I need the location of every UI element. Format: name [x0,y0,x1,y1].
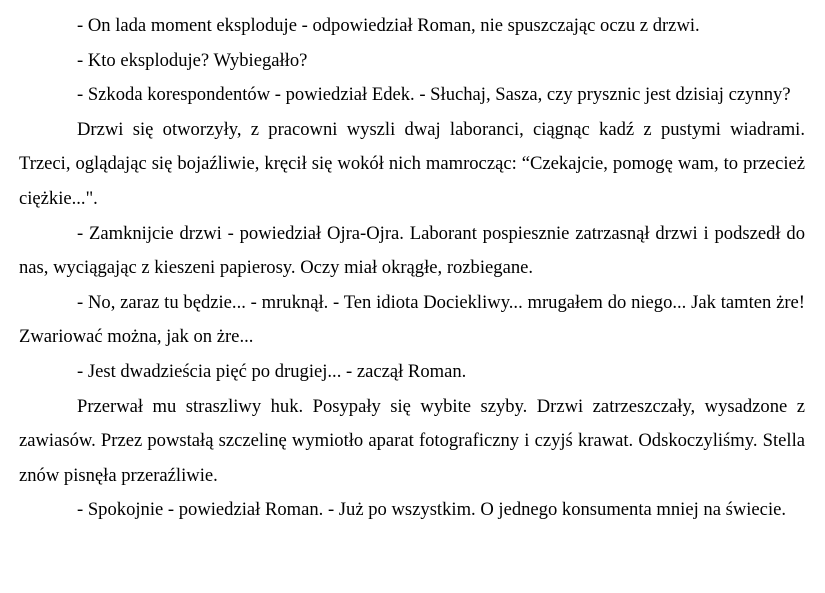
paragraph-4: Drzwi się otworzyły, z pracowni wyszli dwaj laboranci, ciągnąc kadź z pustymi wiadrami. Trzeci, oglądając się bojaźliwie, kręcił się wokół nich mamrocząc: “Czekajcie, pomogę wam, to przecież ciężkie...". [19,118,805,209]
paragraph-3: - Szkoda korespondentów - powiedział Edek. - Słuchaj, Sasza, czy prysznic jest dzisiaj czynny? [77,84,791,106]
paragraph-2: - Kto eksploduje? Wybiegałło? [77,49,308,71]
paragraph-1: - On lada moment eksploduje - odpowiedział Roman, nie spuszczając oczu z drzwi. [77,15,700,36]
paragraph-7: - Jest dwadzieścia pięć po drugiej... - zaczął Roman. [77,360,467,382]
paragraph-5: - Zamknijcie drzwi - powiedział Ojra-Ojra. Laborant pospiesznie zatrzasnął drzwi i podszedł do nas, wyciągając z kieszeni papierosy. Oczy miał okrągłe, rozbiegane. [19,222,805,279]
paragraph-8: Przerwał mu straszliwy huk. Posypały się wybite szyby. Drzwi zatrzeszczały, wysadzone z zawiasów. Przez powstałą szczelinę wymiotło aparat fotograficzny i czyjś krawat. Odskoczyliśmy. Stella znów pisnęła przeraźliwie. [19,395,805,486]
paragraph-9: - Spokojnie - powiedział Roman. - Już po wszystkim. O jednego konsumenta mniej na świecie. [77,499,787,521]
paragraph-6: - No, zaraz tu będzie... - mruknął. - Ten idiota Dociekliwy... mrugałem do niego... Jak tamten żre! Zwariować można, jak on żre... [19,291,805,348]
